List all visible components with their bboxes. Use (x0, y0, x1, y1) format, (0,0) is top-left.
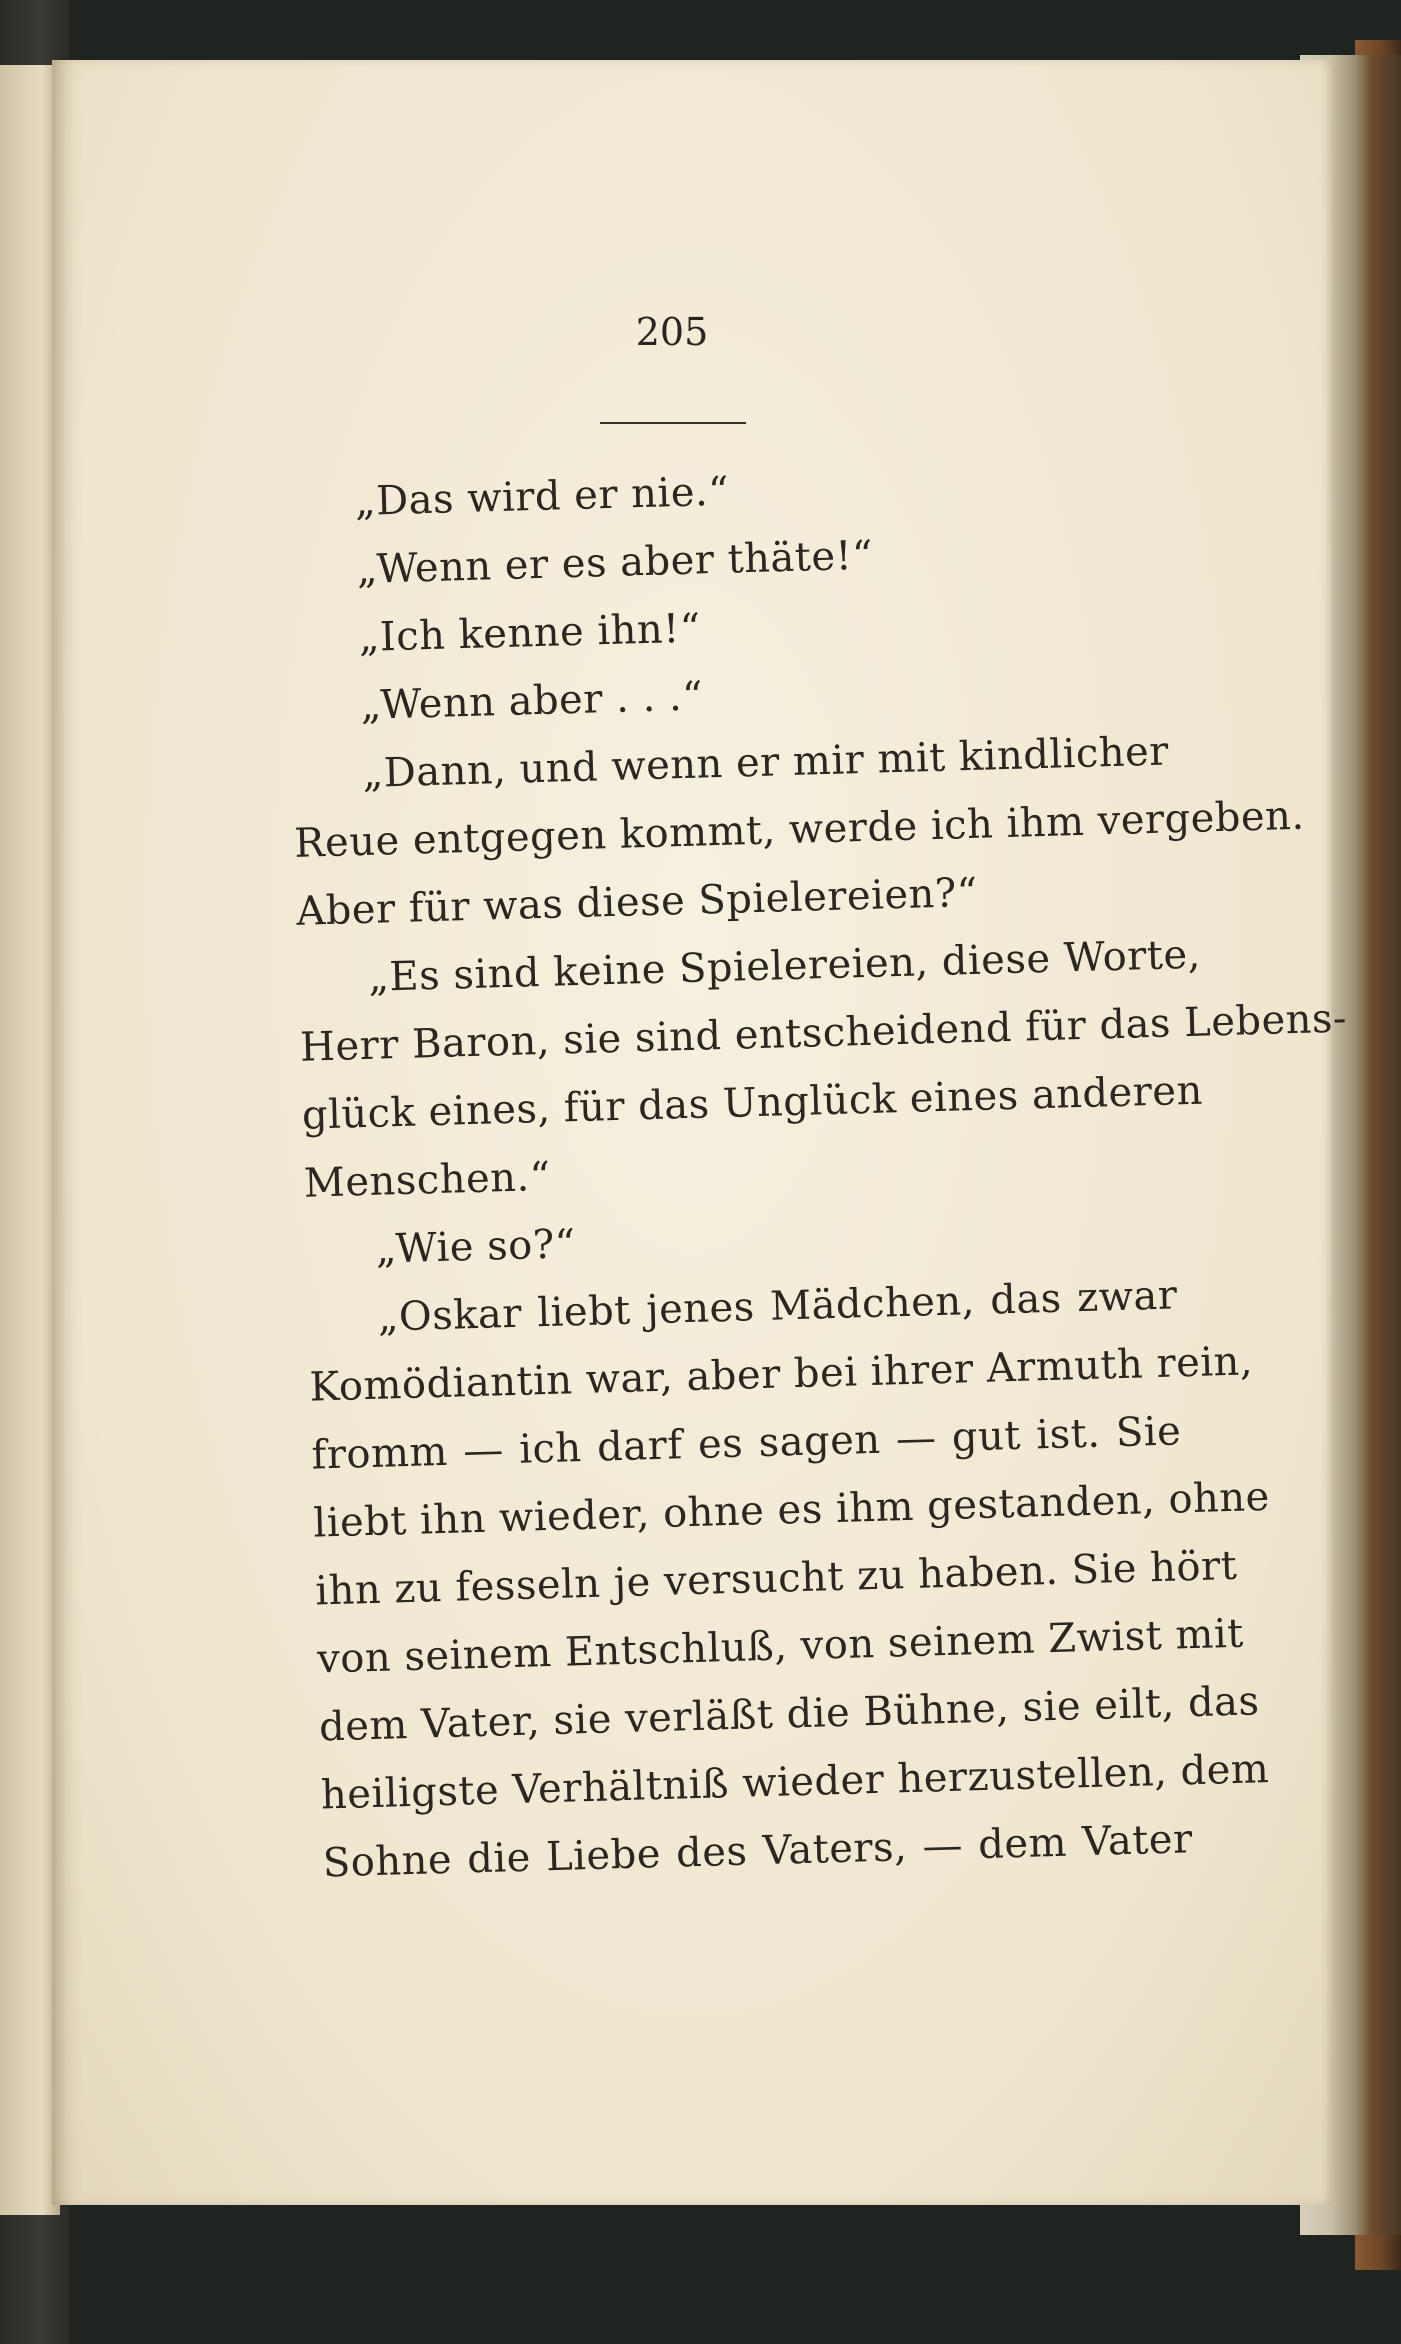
page-text (284, 446, 1348, 1898)
page-number: 205 (635, 310, 709, 354)
facing-page-edge (0, 65, 60, 2215)
text-line: „Oskar liebt jenes Mädchen, das zwar (377, 1272, 1179, 1341)
text-line: Reue entgegen kommt, werde ich ihm vergeben. (293, 792, 1306, 867)
text-line: „Dann, und wenn er mir mit kindlicher (361, 728, 1170, 797)
book-page (52, 60, 1348, 2205)
page-number-rule (600, 422, 746, 424)
text-line: „Wie so?“ (375, 1221, 577, 1273)
text-line: „Es sind keine Spielereien, diese Worte, (367, 931, 1202, 1001)
text-line: dem Vater, sie verläßt die Bühne, sie eilt, das (318, 1678, 1261, 1751)
text-line: von seinem Entschluß, von seinem Zwist mit (316, 1610, 1245, 1683)
text-line: „Wenn er es aber thäte!“ (356, 532, 874, 593)
text-line: ihn zu fesseln je versucht zu haben. Sie hört (314, 1542, 1238, 1615)
text-line: liebt ihn wieder, ohne es ihm gestanden, ohne (312, 1473, 1271, 1547)
text-line: „Ich kenne ihn!“ (358, 605, 702, 661)
text-line: „Das wird er nie.“ (354, 468, 730, 526)
text-line: Komödiantin war, aber bei ihrer Armuth rein, (308, 1338, 1254, 1411)
text-line: „Wenn aber . . .“ (359, 673, 704, 729)
text-line: Aber für was diese Spielereien?“ (295, 869, 979, 935)
text-line: glück eines, für das Unglück eines anderen (301, 1067, 1204, 1139)
text-line: Sohne die Liebe des Vaters, — dem Vater (322, 1816, 1194, 1887)
text-line: fromm — ich darf es sagen — gut ist. Sie (310, 1408, 1182, 1479)
text-line: Menschen.“ (303, 1153, 552, 1207)
text-line: heiligste Verhältniß wieder herzustellen, dem (320, 1746, 1270, 1819)
text-line: Herr Baron, sie sind entscheidend für das Lebens- (299, 995, 1348, 1071)
